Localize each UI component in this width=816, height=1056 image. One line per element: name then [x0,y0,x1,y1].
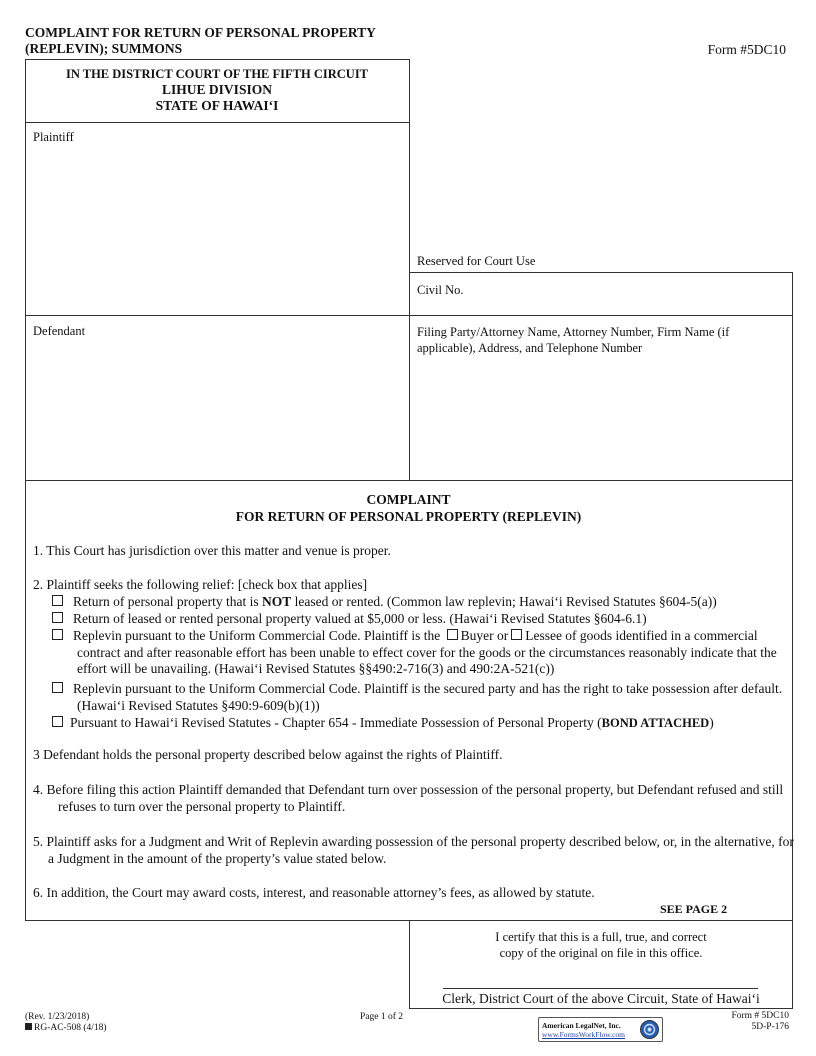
option-common-law: Return of personal property that is NOT leased or rented. (Common law replevin; Hawai‘i Revised Statutes §604-5(a)) [52,594,792,611]
paragraph-5: 5. Plaintiff asks for a Judgment and Writ of Replevin awarding possession of the personal property described below, or, in the alternative, for a Judgment in the amount of the property’s value stated below. [33,834,794,866]
checkbox-icon[interactable] [52,716,63,727]
globe-icon [639,1019,660,1040]
legalnet-logo-icon[interactable]: American LegalNet, Inc. www.FormsWorkFlow.com [538,1017,663,1042]
checkbox-icon[interactable] [511,629,522,640]
option-ucc-secured: Replevin pursuant to the Uniform Commercial Code. Plaintiff is the secured party and has the right to take possession after default. (Hawai‘i Revised Statutes §490:9-609(b)(1)) [52,681,792,714]
defendant-label: Defendant [33,324,86,338]
checkbox-icon[interactable] [52,612,63,623]
plaintiff-label: Plaintiff [33,130,74,144]
right-border [792,272,793,920]
clerk-signature-line [443,988,758,989]
filing-party-label: Filing Party/Attorney Name, Attorney Number, Firm Name (if applicable), Address, and Telephone Number [417,325,730,355]
page-number: Page 1 of 2 [360,1012,404,1022]
complaint-heading: COMPLAINT FOR RETURN OF PERSONAL PROPERTY (REPLEVIN) [235,492,582,524]
court-heading: IN THE DISTRICT COURT OF THE FIFTH CIRCUIT LIHUE DIVISION STATE OF HAWAI‘I [65,67,369,113]
caption-divider [25,315,792,316]
form-number: Form #5DC10 [707,42,786,57]
checkbox-icon[interactable] [52,595,63,606]
checkbox-icon[interactable] [52,629,63,640]
paragraph-3: 3 Defendant holds the personal property described below against the rights of Plaintiff. [33,747,503,762]
certification-text: I certify that this is a full, true, and correct copy of the original on file in this office. [495,930,707,960]
form-id-footer: Form # 5DC10 5D-P-176 [731,1011,789,1032]
revision-date: (Rev. 1/23/2018) [25,1012,90,1022]
left-border [25,59,26,920]
paragraph-4: 4. Before filing this action Plaintiff demanded that Defendant turn over possession of the personal property, but Defendant refused and still refuses to turn over the personal property to Plaintiff. [33,782,784,814]
option-leased: Return of leased or rented personal property valued at $5,000 or less. (Hawai‘i Revised Statutes §604-6.1) [52,611,792,628]
court-box-bottom [25,122,409,123]
checkbox-icon[interactable] [52,682,63,693]
complaint-top [25,480,792,481]
form-title: COMPLAINT FOR RETURN OF PERSONAL PROPERTY (REPLEVIN); SUMMONS [25,25,376,56]
see-page-2: SEE PAGE 2 [660,902,728,916]
reserved-label: Reserved for Court Use [417,254,536,268]
center-divider [409,59,410,480]
paragraph-1: 1. This Court has jurisdiction over this matter and venue is proper. [33,543,391,558]
certify-bottom [409,1008,793,1009]
checkbox-icon[interactable] [447,629,458,640]
paragraph-2: 2. Plaintiff seeks the following relief: [check box that applies] [33,577,368,592]
clerk-label: Clerk, District Court of the above Circuit, State of Hawai‘i [442,991,760,1006]
rg-number: RG-AC-508 (4/18) [25,1023,107,1033]
paragraph-6: 6. In addition, the Court may award costs, interest, and reasonable attorney’s fees, as allowed by statute. [33,885,595,900]
option-chapter-654: Pursuant to Hawai‘i Revised Statutes - Chapter 654 - Immediate Possession of Personal Property (BOND ATTACHED) [52,715,792,732]
civil-box-top [409,272,792,273]
option-ucc-buyer: Replevin pursuant to the Uniform Commercial Code. Plaintiff is the Buyer or Lessee of goods identified in a commercial contract and after reasonable effort has been unable to effect cover for the goods or the circumstances reasonably indicate that the effort will be unavailing. (Hawai‘i Revised Statutes §§490:2-716(3) and 490:2A-521(c)) [52,628,792,678]
rg-mark-icon [25,1023,32,1030]
civil-no-label: Civil No. [417,283,464,297]
